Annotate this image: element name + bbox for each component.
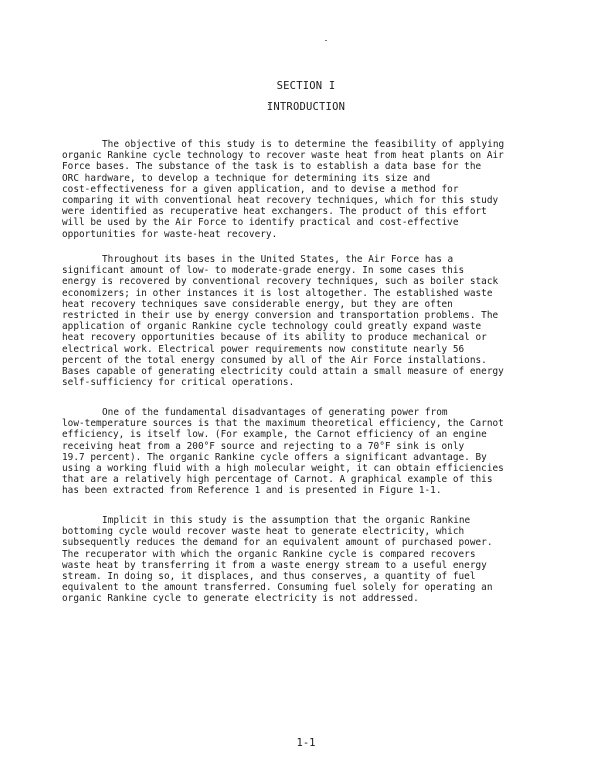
text-line: restricted in their use by energy conversion and transportation problems. The [62,309,499,321]
text-line: ORC hardware, to develop a technique for determining its size and [62,172,431,184]
text-line: organic Rankine cycle to generate electricity is not addressed. [62,593,419,605]
paragraph-carnot-efficiency [62,407,538,497]
text-line: low-temperature sources is that the maximum theoretical efficiency, the Carnot [62,418,504,430]
text-line: Force bases. The substance of the task is to establish a data base for the [62,161,482,173]
text-line: energy is recovered by conventional recovery techniques, such as boiler stack [62,276,499,288]
text-line: Bases capable of generating electricity could attain a small measure of energy [62,365,504,377]
text-line: organic Rankine cycle technology to recover waste heat from heat plants on Air [62,150,504,162]
text-line: waste heat by transferring it from a waste energy stream to a useful energy [62,559,487,571]
text-line: equivalent to the amount transferred. Consuming fuel solely for operating an [62,582,493,594]
text-line: efficiency, is itself low. (For example, the Carnot efficiency of an engine [62,429,487,441]
text-line: One of the fundamental disadvantages of generating power from [102,407,448,418]
text-line: percent of the total energy consumed by all of the Air Force installations. [62,354,487,366]
text-line: application of organic Rankine cycle technology could greatly expand waste [62,321,482,333]
text-line: has been extracted from Reference 1 and is presented in Figure 1-1. [62,485,442,497]
text-line: subsequently reduces the demand for an equivalent amount of purchased power. [62,537,493,549]
paragraph-bottoming-cycle [62,515,538,605]
text-line: were identified as recuperative heat exchangers. The product of this effort [62,206,487,218]
text-line: Implicit in this study is the assumption that the organic Rankine [102,515,471,526]
scan-speck [325,40,327,41]
paragraph-air-force-energy [62,254,538,388]
text-line: electrical work. Electrical power requirements now constitute nearly 56 [62,343,465,355]
text-line: receiving heat from a 200°F source and rejecting to a 70°F sink is only [62,440,465,452]
text-line: The objective of this study is to determine the feasibility of applying [102,139,505,150]
section-title: INTRODUCTION [266,101,346,113]
section-heading: SECTION I [276,80,336,92]
text-line: that are a relatively high percentage of Carnot. A graphical example of this [62,474,493,486]
page-number: 1-1 [296,737,316,749]
text-line: using a working fluid with a high molecular weight, it can obtain efficiencies [62,462,504,474]
text-line: comparing it with conventional heat recovery techniques, which for this study [62,194,499,206]
text-line: stream. In doing so, it displaces, and thus conserves, a quantity of fuel [62,570,476,582]
text-line: significant amount of low- to moderate-grade energy. In some cases this [62,265,465,277]
text-line: heat recovery techniques save considerable energy, but they are often [62,298,453,310]
text-line: will be used by the Air Force to identify practical and cost-effective [62,217,459,229]
text-line: heat recovery opportunities because of its ability to produce mechanical or [62,332,487,344]
text-line: economizers; in other instances it is lost altogether. The established waste [62,287,493,299]
paragraph-objective [62,139,538,240]
text-line: Throughout its bases in the United States, the Air Force has a [102,254,454,265]
text-line: The recuperator with which the organic Rankine cycle is compared recovers [62,548,476,560]
text-line: opportunities for waste-heat recovery. [62,228,278,240]
text-line: self-sufficiency for critical operations. [62,377,295,389]
text-line: bottoming cycle would recover waste heat to generate electricity, which [62,526,465,538]
text-line: 19.7 percent). The organic Rankine cycle offers a significant advantage. By [62,451,487,463]
text-line: cost-effectiveness for a given application, and to devise a method for [62,183,459,195]
